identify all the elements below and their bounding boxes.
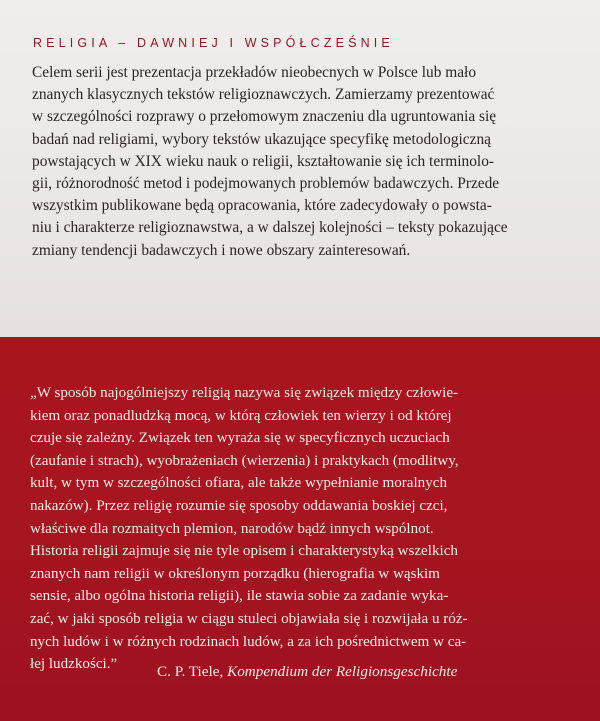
quote-line: znanych nam religii w określonym porządku (hierografia w wąskim bbox=[30, 565, 440, 582]
attribution-work-title: Kompendium der Religionsgeschichte bbox=[227, 663, 458, 680]
intro-line: powstających w XIX wieku nauk o religii, kształtowanie się ich terminolo- bbox=[32, 152, 495, 170]
series-description bbox=[32, 62, 564, 262]
quote-line: kiem oraz ponadludzką mocą, w którą człowiek ten wierzy i od której bbox=[30, 407, 452, 424]
intro-line: wszystkim publikowane będą opracowania, które zadecydowały o powsta- bbox=[32, 197, 492, 215]
intro-line: Celem serii jest prezentacja przekładów nieobecnych w Polsce lub mało bbox=[32, 64, 477, 81]
intro-line: w szczególności rozprawy o przełomowym znaczeniu dla ugruntowania się bbox=[32, 108, 497, 126]
intro-line: niu i charakterze religioznawstwa, a w dalszej kolejności – teksty pokazujące bbox=[32, 219, 508, 237]
quote-line: nych ludów i w różnych rodzinach ludów, a za ich pośrednictwem w ca- bbox=[30, 633, 467, 650]
quote-line: czuje się zależny. Związek ten wyraża się w specyficznych uczuciach bbox=[30, 430, 450, 447]
intro-line: badań nad religiami, wybory tekstów ukazujące specyfikę metodologiczną bbox=[32, 130, 491, 148]
quote-line: „W sposób najogólniejszy religią nazywa się związek między człowie- bbox=[30, 385, 459, 401]
quote-line: właściwe dla rozmaitych plemion, narodów bądź innych wspólnot. bbox=[30, 520, 434, 537]
quote-line: Historia religii zajmuje się nie tyle opisem i charakterystyką wszelkich bbox=[30, 543, 458, 560]
quote-attribution bbox=[157, 663, 457, 681]
quote-block bbox=[30, 382, 570, 676]
quote-line: łej ludzkości.” bbox=[30, 656, 118, 673]
series-title: RELIGIA – DAWNIEJ I WSPÓŁCZEŚNIE bbox=[33, 36, 394, 50]
quote-line: kult, w tym w szczególności ofiara, ale także wypełnianie moralnych bbox=[30, 475, 448, 492]
intro-line: znanych klasycznych tekstów religioznawczych. Zamierzamy prezentować bbox=[32, 86, 495, 104]
intro-line: gii, różnorodność metod i podejmowanych problemów badawczych. Przede bbox=[32, 175, 500, 193]
intro-line: zmiany tendencji badawczych i nowe obszary zainteresowań. bbox=[32, 241, 411, 259]
attribution-author: C. P. Tiele, bbox=[157, 663, 228, 680]
quote-line: (zaufanie i strach), wyobrażeniach (wierzenia) i praktykach (modlitwy, bbox=[30, 452, 459, 469]
quote-line: sensie, albo ogólna historia religii), ile stawia sobie za zadanie wyka- bbox=[30, 588, 449, 605]
quote-line: zać, w jaki sposób religia w ciągu stuleci objawiała się i rozwijała u róż- bbox=[30, 610, 468, 627]
quote-line: nakazów). Przez religię rozumie się sposoby oddawania boskiej czci, bbox=[30, 497, 448, 514]
